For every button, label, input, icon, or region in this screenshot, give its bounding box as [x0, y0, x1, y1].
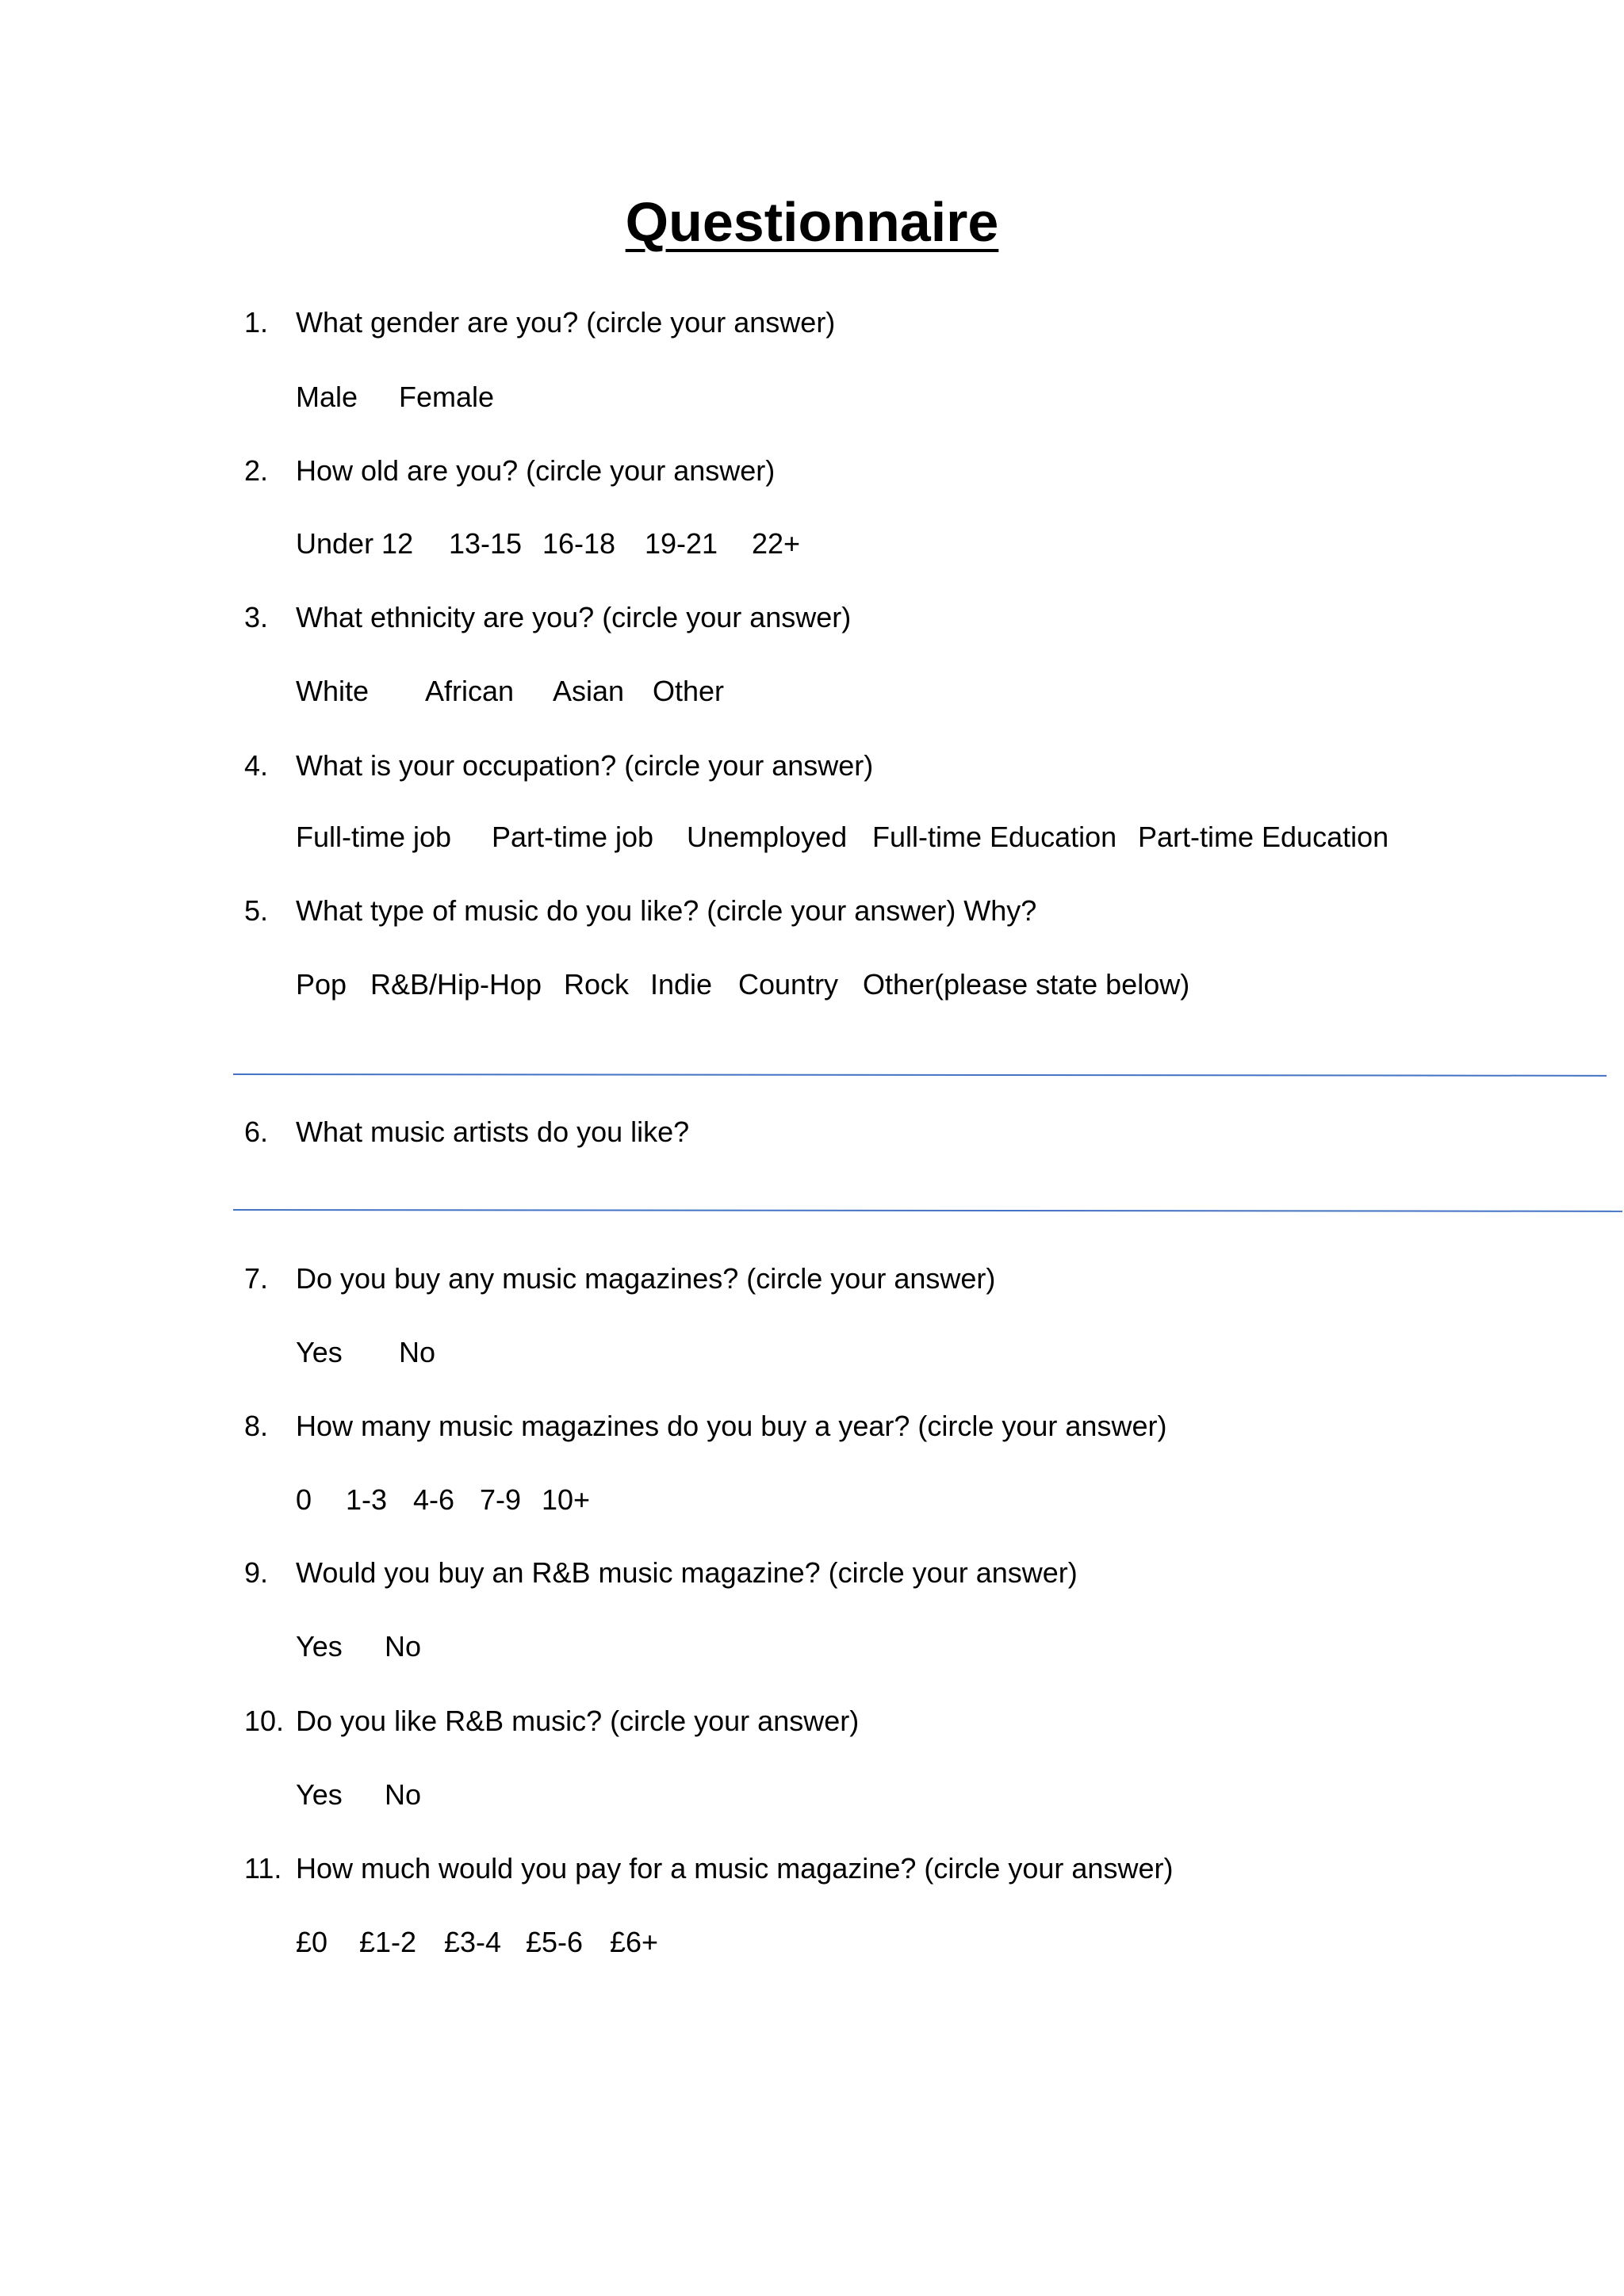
answer-option[interactable]: Full-time job [296, 821, 452, 853]
question-number: 3. [244, 601, 269, 633]
question-number: 8. [244, 1410, 269, 1442]
answer-option[interactable]: Part-time job [492, 821, 654, 853]
question-number: 7. [244, 1262, 269, 1295]
question-number: 9. [244, 1556, 269, 1589]
answer-option[interactable]: Yes [296, 1336, 343, 1368]
answer-option[interactable]: No [385, 1778, 422, 1811]
answer-option[interactable]: 0 [296, 1483, 312, 1516]
answer-option[interactable]: Other(please state below) [863, 968, 1190, 1001]
question-text: How many music magazines do you buy a year? (circle your answer) [296, 1410, 1167, 1442]
answer-option[interactable]: Part-time Education [1138, 821, 1389, 853]
question-number: 1. [244, 306, 269, 339]
answer-option[interactable]: £5-6 [526, 1926, 584, 1958]
answer-option[interactable]: Full-time Education [872, 821, 1117, 853]
question-text: What type of music do you like? (circle your answer) Why? [296, 894, 1037, 927]
answer-option[interactable]: 1-3 [346, 1483, 388, 1516]
question-number: 10. [244, 1705, 285, 1737]
answer-option[interactable]: Male [296, 381, 358, 413]
answer-option[interactable]: Rock [564, 968, 630, 1001]
page-title: Questionnaire [625, 191, 999, 253]
answer-option[interactable]: 7-9 [480, 1483, 522, 1516]
question-number: 11. [244, 1852, 282, 1885]
answer-option[interactable]: 4-6 [413, 1483, 455, 1516]
question-text: How much would you pay for a music magazine? (circle your answer) [296, 1852, 1174, 1885]
answer-option[interactable]: Other [653, 675, 725, 707]
answer-option[interactable]: Unemployed [687, 821, 848, 853]
answer-line-q5[interactable] [233, 1073, 1607, 1077]
answer-option[interactable]: £3-4 [444, 1926, 502, 1958]
answer-option[interactable]: Yes [296, 1630, 343, 1663]
answer-option[interactable]: Female [399, 381, 495, 413]
answer-option[interactable]: Asian [553, 675, 625, 707]
answer-option[interactable]: R&B/Hip-Hop [370, 968, 542, 1001]
answer-option[interactable]: £6+ [610, 1926, 659, 1958]
question-text: How old are you? (circle your answer) [296, 454, 776, 487]
answer-option[interactable]: African [425, 675, 515, 707]
question-text: What gender are you? (circle your answer) [296, 306, 836, 339]
answer-option[interactable]: Indie [650, 968, 713, 1001]
answer-option[interactable]: Country [738, 968, 839, 1001]
answer-option[interactable]: 16-18 [542, 527, 616, 560]
answer-option[interactable]: 13-15 [449, 527, 523, 560]
answer-option[interactable]: No [385, 1630, 422, 1663]
answer-option[interactable]: Pop [296, 968, 347, 1001]
answer-option[interactable]: £1-2 [359, 1926, 417, 1958]
question-text: What music artists do you like? [296, 1115, 690, 1148]
question-number: 5. [244, 894, 269, 927]
question-number: 2. [244, 454, 269, 487]
question-text: What is your occupation? (circle your answer) [296, 749, 874, 782]
answer-option[interactable]: 19-21 [645, 527, 718, 560]
question-text: Do you like R&B music? (circle your answer) [296, 1705, 860, 1737]
question-number: 6. [244, 1115, 269, 1148]
answer-option[interactable]: £0 [296, 1926, 328, 1958]
answer-option[interactable]: 22+ [752, 527, 801, 560]
answer-option[interactable]: White [296, 675, 370, 707]
question-text: Do you buy any music magazines? (circle your answer) [296, 1262, 996, 1295]
answer-option[interactable]: 10+ [542, 1483, 591, 1516]
question-text: Would you buy an R&B music magazine? (circle your answer) [296, 1556, 1078, 1589]
answer-option[interactable]: Yes [296, 1778, 343, 1811]
question-text: What ethnicity are you? (circle your answer) [296, 601, 852, 633]
question-number: 4. [244, 749, 269, 782]
answer-option[interactable]: Under 12 [296, 527, 414, 560]
answer-line-q6[interactable] [233, 1209, 1622, 1212]
answer-option[interactable]: No [399, 1336, 436, 1368]
